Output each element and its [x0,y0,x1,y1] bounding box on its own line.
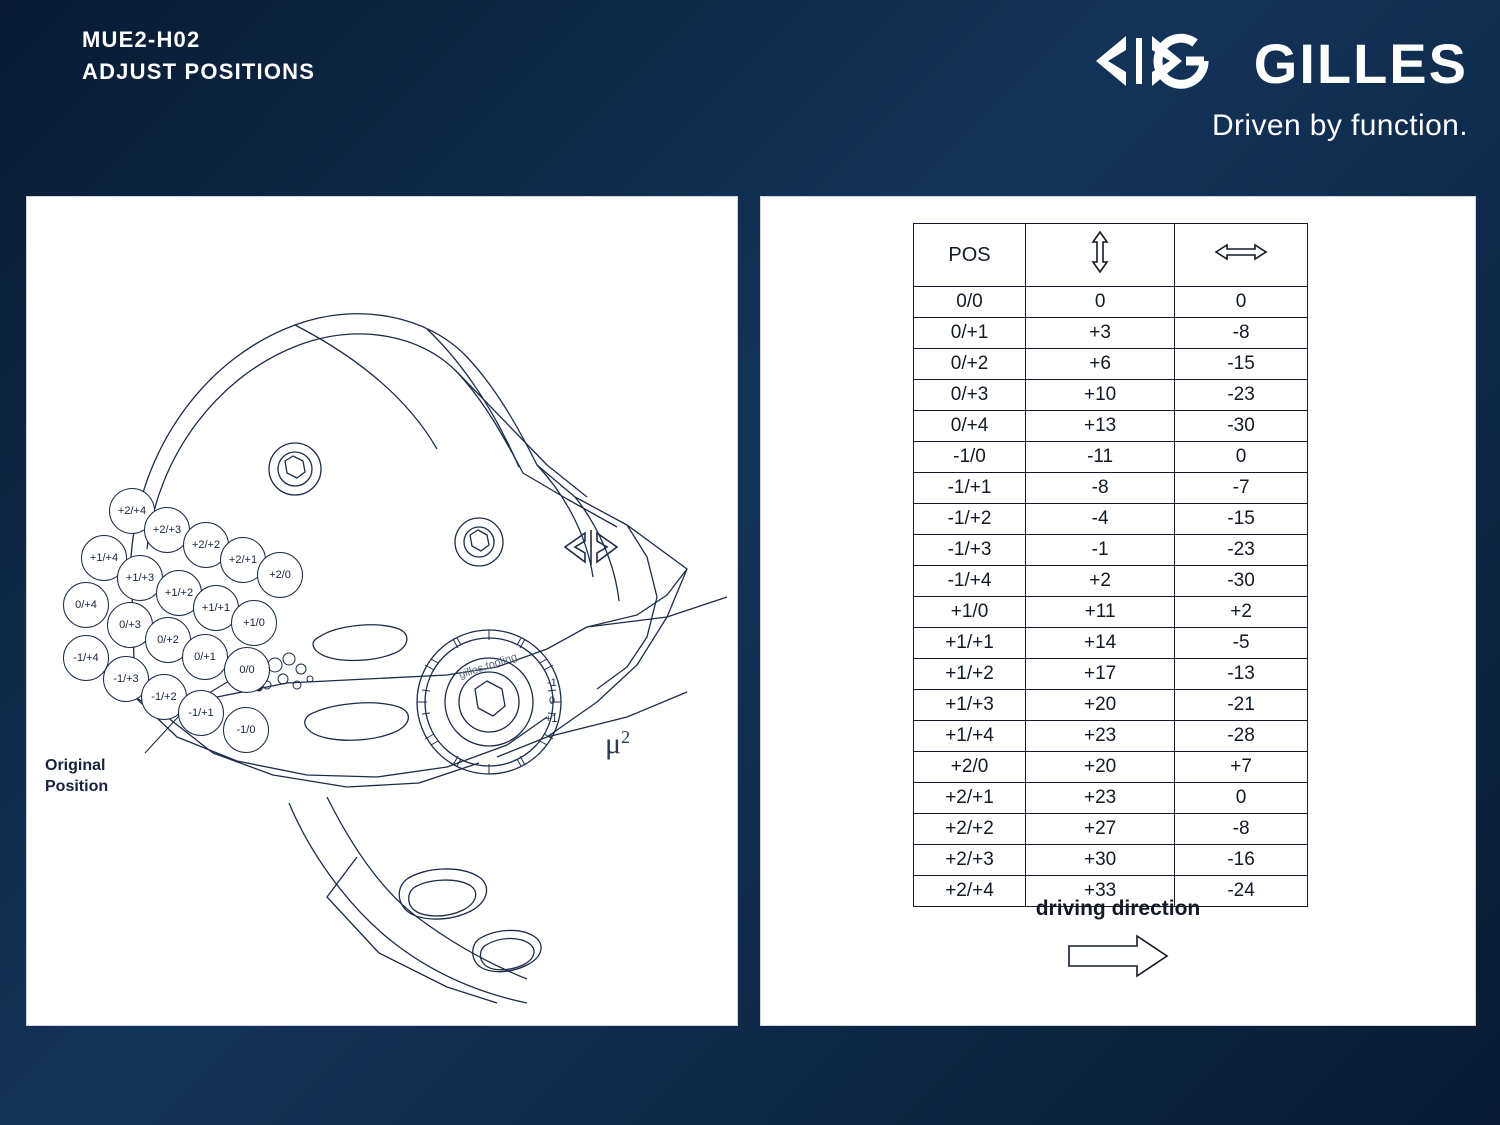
position-bubble[interactable]: +1/0 [231,600,277,646]
cell-vertical: +11 [1026,597,1175,628]
cell-pos: -1/+3 [914,535,1026,566]
column-header-pos: POS [914,224,1026,287]
cell-horizontal: +7 [1175,752,1308,783]
cell-horizontal: +2 [1175,597,1308,628]
cell-vertical: +17 [1026,659,1175,690]
cell-pos: 0/+4 [914,411,1026,442]
table-row [914,597,1308,628]
cell-vertical: +30 [1026,845,1175,876]
position-table [913,223,1308,907]
cell-horizontal: -30 [1175,411,1308,442]
svg-text:0: 0 [549,695,556,707]
position-bubble[interactable]: +1/+1 [193,585,239,631]
cell-vertical: 0 [1026,287,1175,318]
table-row [914,380,1308,411]
position-bubble[interactable]: -1/+4 [63,635,109,681]
cell-horizontal: 0 [1175,442,1308,473]
cell-pos: 0/0 [914,287,1026,318]
cell-horizontal: -23 [1175,380,1308,411]
svg-text:+1: +1 [545,713,558,725]
cell-pos: +1/+4 [914,721,1026,752]
cell-vertical: -4 [1026,504,1175,535]
table-row [914,349,1308,380]
cell-pos: +2/+3 [914,845,1026,876]
table-header-row [914,224,1308,287]
cell-vertical: +23 [1026,783,1175,814]
cell-horizontal: -28 [1175,721,1308,752]
svg-text:-1: -1 [547,677,557,689]
cell-horizontal: -8 [1175,318,1308,349]
brand-name: GILLES [1253,31,1468,95]
cell-horizontal: -8 [1175,814,1308,845]
cell-vertical: +2 [1026,566,1175,597]
position-bubble[interactable]: 0/+4 [63,582,109,628]
mu-square-mark: $\mu^2$ [605,727,631,760]
original-position-label [45,755,108,797]
position-bubble[interactable]: 0/+2 [145,617,191,663]
cell-horizontal: -15 [1175,504,1308,535]
cell-vertical: +3 [1026,318,1175,349]
cell-pos: -1/+4 [914,566,1026,597]
table-row [914,287,1308,318]
table-row [914,659,1308,690]
title-block [82,24,315,88]
position-bubble[interactable]: +1/+2 [156,570,202,616]
table-row [914,783,1308,814]
table-row [914,690,1308,721]
position-bubble[interactable]: +2/+2 [183,522,229,568]
position-bubble[interactable]: +1/+4 [81,535,127,581]
table-row [914,566,1308,597]
table-row [914,845,1308,876]
tagline: Driven by function. [1211,109,1468,142]
position-bubble[interactable]: +2/+4 [109,488,155,534]
vertical-arrow-icon [1087,258,1113,280]
cell-horizontal: -21 [1175,690,1308,721]
horizontal-arrow-icon [1213,247,1269,269]
cell-vertical: +27 [1026,814,1175,845]
table-row [914,814,1308,845]
cell-pos: +1/+1 [914,628,1026,659]
drawing-panel [26,196,738,1026]
position-bubble[interactable]: +2/+3 [144,507,190,553]
cell-vertical: +14 [1026,628,1175,659]
cell-pos: +1/+3 [914,690,1026,721]
table-row [914,721,1308,752]
table-panel [760,196,1476,1026]
cell-pos: +2/+2 [914,814,1026,845]
cell-vertical: +33 [1026,876,1175,907]
cell-vertical: -11 [1026,442,1175,473]
column-header-vertical [1026,224,1175,287]
table-body [914,287,1308,907]
cell-pos: -1/0 [914,442,1026,473]
cell-horizontal: -13 [1175,659,1308,690]
table-row [914,318,1308,349]
cell-pos: +2/+4 [914,876,1026,907]
cell-vertical: +20 [1026,752,1175,783]
position-table-wrapper [913,223,1308,907]
cell-horizontal: -24 [1175,876,1308,907]
original-position-line2: Position [45,778,109,795]
cell-vertical: +13 [1026,411,1175,442]
cell-pos: +2/+1 [914,783,1026,814]
cell-pos: 0/+3 [914,380,1026,411]
table-row [914,442,1308,473]
table-row [914,535,1308,566]
gilles-g-logo-icon [1086,26,1236,101]
technical-drawing [27,197,737,1025]
cell-horizontal: -16 [1175,845,1308,876]
position-bubble[interactable]: +2/+1 [220,537,266,583]
driving-direction-label: driving direction [1035,897,1201,920]
position-bubble[interactable]: +1/+3 [117,555,163,601]
dial-scale-labels [545,677,558,725]
cell-horizontal: -7 [1175,473,1308,504]
cell-pos: +1/0 [914,597,1026,628]
cell-horizontal: 0 [1175,287,1308,318]
cell-horizontal: -15 [1175,349,1308,380]
position-bubble[interactable]: -1/+3 [103,656,149,702]
column-header-horizontal [1175,224,1308,287]
position-bubble[interactable]: +2/0 [257,552,303,598]
cell-vertical: +10 [1026,380,1175,411]
driving-direction-arrow-icon [761,932,1475,985]
cell-horizontal: 0 [1175,783,1308,814]
position-bubble[interactable]: 0/+3 [107,602,153,648]
cell-pos: +2/0 [914,752,1026,783]
position-bubble[interactable]: -1/0 [223,707,269,753]
position-bubble[interactable]: -1/+1 [178,690,224,736]
table-row [914,411,1308,442]
table-row [914,504,1308,535]
cell-horizontal: -5 [1175,628,1308,659]
cell-pos: 0/+1 [914,318,1026,349]
cell-pos: -1/+1 [914,473,1026,504]
cell-pos: 0/+2 [914,349,1026,380]
table-row [914,752,1308,783]
cell-pos: +1/+2 [914,659,1026,690]
header [0,0,1500,185]
table-row [914,473,1308,504]
position-bubble[interactable]: -1/+2 [141,674,187,720]
cell-vertical: +6 [1026,349,1175,380]
original-position-line1: Original [45,757,106,774]
brand-block [1086,26,1468,143]
part-mark-text: gilles.tooling [457,651,519,682]
cell-vertical: -1 [1026,535,1175,566]
product-code: MUE2-H02 [82,27,201,52]
cell-horizontal: -30 [1175,566,1308,597]
position-bubble[interactable]: 0/0 [224,647,270,693]
page-title: ADJUST POSITIONS [82,59,316,84]
position-bubble[interactable]: 0/+1 [182,634,228,680]
cell-pos: -1/+2 [914,504,1026,535]
cell-vertical: -8 [1026,473,1175,504]
cell-horizontal: -23 [1175,535,1308,566]
cell-vertical: +20 [1026,690,1175,721]
table-row [914,628,1308,659]
cell-vertical: +23 [1026,721,1175,752]
